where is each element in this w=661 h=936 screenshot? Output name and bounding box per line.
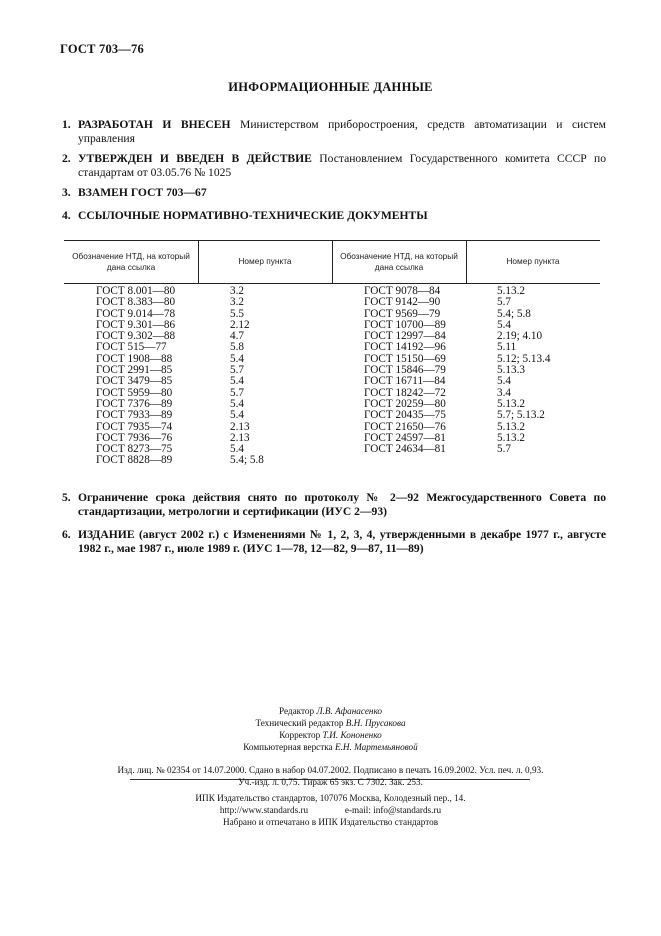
column-right-points xyxy=(497,286,550,455)
credit-editor xyxy=(0,706,661,717)
table-cell-document: ГОСТ 12997—84 xyxy=(364,330,446,343)
column-right-documents xyxy=(364,286,446,455)
table-cell-document: ГОСТ 2991—85 xyxy=(96,364,173,377)
table-cell-point: 5.7 xyxy=(230,364,244,377)
document-code: ГОСТ 703—76 xyxy=(60,42,144,56)
table-cell-document: ГОСТ 24634—81 xyxy=(364,443,446,456)
item-number: 6. xyxy=(62,528,71,541)
table-cell-point: 5.7; 5.13.2 xyxy=(497,409,545,422)
table-cell-point: 5.7 xyxy=(230,386,244,399)
credit-label: Редактор xyxy=(278,706,315,716)
table-cell-document: ГОСТ 1908—88 xyxy=(96,352,173,365)
item-bold-text: Ограничение срока действия снято по протоколу № 2—92 Межгосударственного Совета по стандартизации, метрологии и сертификации (ИУС 2—93) xyxy=(78,491,606,518)
table-cell-point: 2.19; 4.10 xyxy=(497,330,543,343)
table-cell-point: 5.4 xyxy=(230,409,244,422)
table-cell-point: 5.13.2 xyxy=(497,285,525,297)
table-cell-point: 5.4 xyxy=(497,375,511,388)
table-cell-point: 5.4 xyxy=(497,318,511,331)
item-bold-text: ССЫЛОЧНЫЕ НОРМАТИВНО-ТЕХНИЧЕСКИЕ ДОКУМЕНТЫ xyxy=(78,209,428,222)
table-cell-point: 5.12; 5.13.4 xyxy=(497,352,551,365)
credit-tech-editor xyxy=(0,718,661,729)
table-cell-document: ГОСТ 18242—72 xyxy=(364,386,446,399)
table-cell-document: ГОСТ 9.302—88 xyxy=(96,330,176,343)
table-cell-point: 5.4 xyxy=(230,375,244,388)
table-cell-point: 5.7 xyxy=(497,443,511,456)
table-cell-point: 5.7 xyxy=(497,296,511,309)
info-item-3 xyxy=(62,186,606,200)
table-cell-document: ГОСТ 9078—84 xyxy=(364,285,441,297)
item-text: Постановлением Государственного комитета СССР по стандартам от 03.05.76 № 1025 xyxy=(78,152,606,179)
info-item-6 xyxy=(62,528,606,556)
credit-name: Е.Н. Мартемьяновой xyxy=(334,742,418,752)
table-cell-document: ГОСТ 8273—75 xyxy=(96,443,173,456)
table-cell-point: 3.4 xyxy=(497,386,511,399)
table-cell-document: ГОСТ 15150—69 xyxy=(364,352,446,365)
page-title: ИНФОРМАЦИОННЫЕ ДАННЫЕ xyxy=(228,80,433,94)
credit-name: В.Н. Прусакова xyxy=(345,718,406,728)
table-cell-document: ГОСТ 9569—79 xyxy=(364,307,441,320)
table-header-doc-left: Обозначение НТД, на который дана ссылка xyxy=(72,251,190,272)
table-cell-point: 5.13.2 xyxy=(497,431,525,444)
publisher-line-1: ИПК Издательство стандартов, 107076 Москва, Колодезный пер., 14. xyxy=(195,793,466,803)
table-cell-document: ГОСТ 15846—79 xyxy=(364,364,446,377)
table-cell-document: ГОСТ 20435—75 xyxy=(364,409,446,422)
item-text: (август 2002 г.) с Изменениями № 1, 2, 3, 4, утвержденными в декабре 1977 г., августе 1982 г., мае 1987 г., июле 1989 г. (ИУС 1—78, 12—82, 9—87, 11—89) xyxy=(78,528,606,555)
table-cell-point: 5.5 xyxy=(230,307,244,320)
table-cell-point: 5.13.3 xyxy=(497,364,525,377)
table-cell-document: ГОСТ 8828—89 xyxy=(96,454,173,467)
table-cell-document: ГОСТ 16711—84 xyxy=(364,375,446,388)
column-left-points xyxy=(230,286,264,467)
table-cell-point: 5.13.2 xyxy=(497,397,525,410)
credit-label: Технический редактор xyxy=(255,718,344,728)
credit-layout xyxy=(0,742,661,753)
table-cell-point: 5.8 xyxy=(230,341,244,354)
table-cell-point: 5.4; 5.8 xyxy=(230,454,264,467)
info-item-1 xyxy=(62,118,606,146)
table-header-doc-right: Обозначение НТД, на который дана ссылка xyxy=(340,251,458,272)
credit-label: Корректор xyxy=(279,730,321,740)
table-cell-document: ГОСТ 7376—89 xyxy=(96,397,173,410)
item-number: 5. xyxy=(62,491,71,504)
table-cell-point: 2.13 xyxy=(230,420,250,433)
item-bold-text: ВЗАМЕН ГОСТ 703—67 xyxy=(78,186,207,199)
table-cell-document: ГОСТ 8.383—80 xyxy=(96,296,176,309)
table-cell-document: ГОСТ 8.001—80 xyxy=(96,285,176,297)
table-header-point-right: Номер пункта xyxy=(506,256,560,267)
item-number: 1. xyxy=(62,118,71,131)
publisher-web-email: http://www.standards.ru e-mail: info@standards.ru xyxy=(219,805,442,815)
item-bold-text: УТВЕРЖДЕН И ВВЕДЕН В ДЕЙСТВИЕ xyxy=(78,152,312,165)
table-cell-point: 5.4 xyxy=(230,443,244,456)
table-cell-point: 5.13.2 xyxy=(497,420,525,433)
table-cell-point: 2.12 xyxy=(230,318,250,331)
table-cell-document: ГОСТ 9.301—86 xyxy=(96,318,176,331)
item-text: Министерством приборостроения, средств автоматизации и систем управления xyxy=(78,118,607,145)
info-item-5 xyxy=(62,491,606,519)
table-cell-point: 5.4 xyxy=(230,397,244,410)
item-bold-text: ИЗДАНИЕ xyxy=(78,528,135,541)
table-cell-document: ГОСТ 5959—80 xyxy=(96,386,173,399)
table-cell-point: 4.7 xyxy=(230,330,244,343)
table-cell-point: 5.4 xyxy=(230,352,244,365)
item-bold-text: РАЗРАБОТАН И ВНЕСЕН xyxy=(78,118,231,131)
credit-corrector xyxy=(0,730,661,741)
item-number: 2. xyxy=(62,152,71,165)
table-cell-point: 5.11 xyxy=(497,341,517,354)
table-header-point-left: Номер пункта xyxy=(238,256,292,267)
item-number: 4. xyxy=(62,209,71,222)
table-cell-document: ГОСТ 9.014—78 xyxy=(96,307,176,320)
credit-label: Компьютерная верстка xyxy=(243,742,333,752)
item-number: 3. xyxy=(62,186,71,199)
table-cell-document: ГОСТ 10700—89 xyxy=(364,318,446,331)
imprint-line-2: Уч.-изд. л. 0,75. Тираж 65 экз. С 7302. Зак. 253. xyxy=(238,777,423,787)
table-cell-document: ГОСТ 14192—96 xyxy=(364,341,446,354)
credit-name: Т.И. Кононенко xyxy=(322,730,382,740)
publisher-line-3: Набрано и отпечатано в ИПК Издательство стандартов xyxy=(222,817,439,827)
table-cell-document: ГОСТ 20259—80 xyxy=(364,397,446,410)
table-cell-point: 3.2 xyxy=(230,285,244,297)
table-cell-document: ГОСТ 7936—76 xyxy=(96,431,173,444)
column-left-documents xyxy=(96,286,175,467)
table-cell-document: ГОСТ 9142—90 xyxy=(364,296,441,309)
info-item-2 xyxy=(62,152,606,180)
table-cell-point: 3.2 xyxy=(230,296,244,309)
table-cell-document: ГОСТ 7935—74 xyxy=(96,420,173,433)
table-cell-document: ГОСТ 24597—81 xyxy=(364,431,446,444)
table-cell-document: ГОСТ 3479—85 xyxy=(96,375,173,388)
table-cell-document: ГОСТ 515—77 xyxy=(96,341,167,354)
table-cell-document: ГОСТ 21650—76 xyxy=(364,420,446,433)
credit-name: Л.В. Афанасенко xyxy=(316,706,383,716)
table-cell-point: 5.4; 5.8 xyxy=(497,307,531,320)
info-item-4 xyxy=(62,209,606,223)
imprint-line-1: Изд. лиц. № 02354 от 14.07.2000. Сдано в набор 04.07.2002. Подписано в печать 16.09.2002. Усл. печ. л. 0,93. xyxy=(117,765,544,775)
table-cell-document: ГОСТ 7933—89 xyxy=(96,409,173,422)
table-cell-point: 2.13 xyxy=(230,431,250,444)
table-header-rule xyxy=(64,283,600,284)
